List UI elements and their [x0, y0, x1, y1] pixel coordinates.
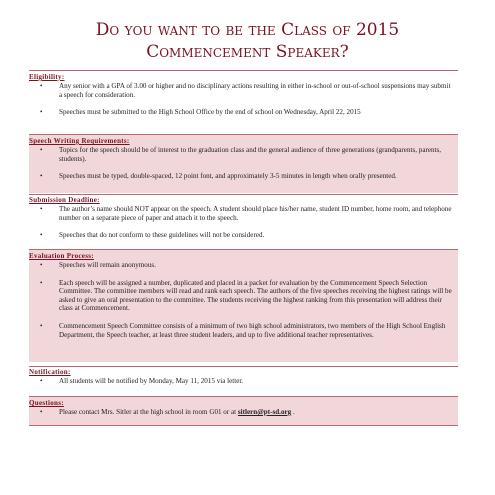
bullet-icon: •	[40, 278, 43, 287]
bullet-icon: •	[40, 377, 43, 385]
eligibility-section	[29, 70, 458, 135]
bullet-icon: •	[40, 408, 43, 416]
notification-list	[29, 377, 458, 386]
bullet-icon: •	[40, 82, 43, 90]
list-item: • Speeches will remain anonymous.	[40, 261, 156, 269]
bullet-icon: •	[40, 231, 43, 240]
evaluation-heading: Evaluation Process:	[29, 252, 94, 260]
bullet-icon: •	[40, 205, 43, 213]
questions-list	[29, 408, 458, 417]
page-title	[0, 19, 495, 63]
bullet-icon: •	[40, 172, 43, 181]
list-item: • Please contact Mrs. Sitler at the high school in room G01 or at sitlern@pt-sd.org .	[40, 408, 295, 416]
speech-writing-heading: Speech Writing Requirements:	[29, 137, 130, 145]
notification-heading: Notification:	[29, 368, 71, 376]
notification-section	[29, 366, 458, 392]
eligibility-heading: Eligibility:	[29, 73, 65, 81]
list-item: • Any senior with a GPA of 3.00 or higher and no disciplinary actions resulting in either in-school or out-of-school suspensions may submit a speech for consideration.	[40, 82, 451, 99]
questions-heading: Questions:	[29, 399, 64, 407]
title-line-1: Do you want to be the Class of 2015	[95, 20, 400, 40]
bullet-icon: •	[40, 108, 43, 117]
bullet-icon: •	[40, 146, 43, 154]
email-link[interactable]: sitlern@pt-sd.org	[237, 408, 292, 416]
list-item: • Each speech will be assigned a number, duplicated and placed in a packet for evaluation by the Commencement Speech Selection Committee. The committee members will read and rank each speech. The authors of the five speeches receiving the highest ratings will be asked to give an oral presentation to the committee. The students receiving the highest ranking from this presentation will address their class at Commencement.	[40, 278, 452, 313]
list-item: • Commencement Speech Committee consists of a minimum of two high school administrators, two members of the High School English Department, the Speech teacher, at least three student leaders, and up to five additional teacher representatives.	[40, 321, 446, 339]
bullet-icon: •	[40, 261, 43, 269]
submission-list	[29, 205, 458, 240]
title-line-2: Commencement Speaker?	[146, 42, 349, 62]
submission-heading: Submission Deadline:	[29, 196, 100, 204]
questions-text: Please contact Mrs. Sitler at the high school in room G01 or at	[59, 408, 237, 416]
speech-writing-section	[29, 134, 458, 193]
evaluation-section	[29, 249, 458, 362]
list-item: • All students will be notified by Monday, May 11, 2015 via letter.	[40, 377, 244, 385]
list-item: • Speeches must be submitted to the High School Office by the end of school on Wednesday, April 22, 2015	[40, 108, 361, 117]
questions-section	[29, 396, 458, 426]
eligibility-list	[29, 82, 458, 117]
list-item: • The author’s name should NOT appear on the speech. A student should place his/her name, student ID number, home room, and telephone number on a separate piece of paper and attach it to the speech.	[40, 205, 452, 222]
submission-section	[29, 194, 458, 246]
evaluation-list	[29, 261, 458, 339]
speech-writing-list	[29, 146, 458, 181]
list-item: • Topics for the speech should be of interest to the graduation class and the general audience of three generations (grandparents, parents, students).	[40, 146, 442, 163]
list-item: • Speeches must be typed, double-spaced, 12 point font, and approximately 3-5 minutes in length when orally presented.	[40, 172, 397, 181]
list-item: • Speeches that do not conform to these guidelines will not be considered.	[40, 231, 265, 240]
bullet-icon: •	[40, 321, 43, 330]
